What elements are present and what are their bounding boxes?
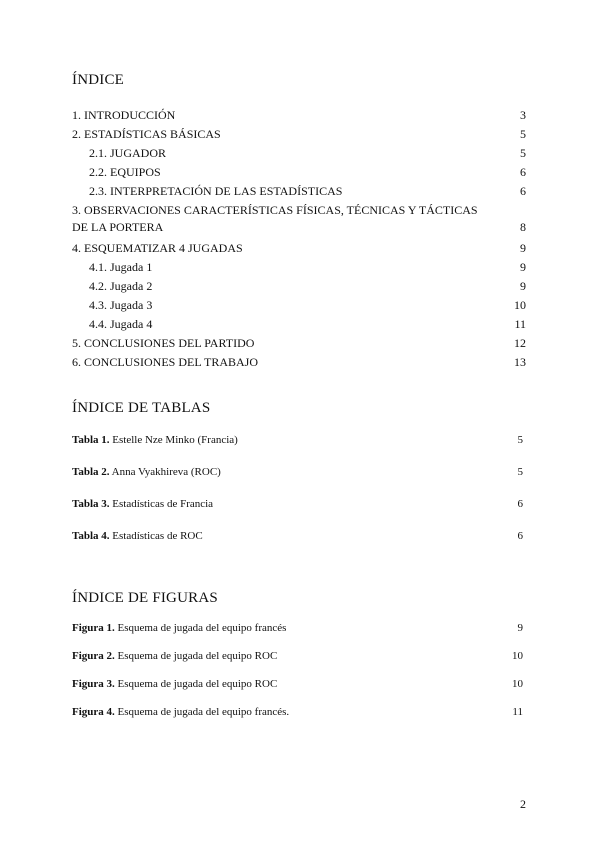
toc-subentry[interactable] xyxy=(72,298,526,312)
toc-entry-text: 3. OBSERVACIONES CARACTERÍSTICAS FÍSICAS, TÉCNICAS Y TÁCTICAS xyxy=(72,203,478,217)
figure-index-entry[interactable] xyxy=(72,650,523,663)
toc-entry-text: 2. ESTADÍSTICAS BÁSICAS xyxy=(72,127,221,141)
toc-entry-text: 6. CONCLUSIONES DEL TRABAJO xyxy=(72,355,259,369)
figure-caption: Esquema de jugada del equipo ROC xyxy=(117,650,278,662)
toc-entry[interactable] xyxy=(72,336,526,350)
table-page: 6 xyxy=(517,530,523,542)
toc-entry-text: 4.3. Jugada 3 xyxy=(89,298,153,312)
toc-entry-page: 11 xyxy=(514,317,526,331)
table-label: Tabla 2. xyxy=(72,466,110,478)
toc-entry-text: 2.1. JUGADOR xyxy=(89,146,167,160)
toc-entry-page: 5 xyxy=(520,127,526,141)
toc-entry-text: 4.4. Jugada 4 xyxy=(89,317,153,331)
figure-page: 11 xyxy=(512,706,523,718)
figure-caption: Esquema de jugada del equipo francés. xyxy=(117,706,290,718)
toc-entry[interactable] xyxy=(72,241,526,255)
toc-entry-text: 1. INTRODUCCIÓN xyxy=(72,108,176,122)
toc-entry-text: 2.3. INTERPRETACIÓN DE LAS ESTADÍSTICAS xyxy=(89,184,343,198)
toc-entry-page: 9 xyxy=(520,279,526,293)
table-page: 5 xyxy=(517,466,523,478)
toc-entry[interactable] xyxy=(72,355,526,369)
toc-entry-page: 10 xyxy=(514,298,526,312)
toc-entry-page: 6 xyxy=(520,165,526,179)
table-index-entry[interactable] xyxy=(72,434,523,447)
toc-entry[interactable] xyxy=(72,127,526,141)
figure-page: 10 xyxy=(512,650,523,662)
toc-subentry[interactable] xyxy=(72,260,526,274)
table-label: Tabla 3. xyxy=(72,498,110,510)
toc-entry-page: 12 xyxy=(514,336,526,350)
toc-entry-text: 4.2. Jugada 2 xyxy=(89,279,153,293)
toc-entry-page: 6 xyxy=(520,184,526,198)
tables-index-heading: ÍNDICE DE TABLAS xyxy=(72,400,211,416)
figure-index-entry[interactable] xyxy=(72,622,523,635)
figure-caption: Esquema de jugada del equipo ROC xyxy=(117,678,278,690)
toc-subentry[interactable] xyxy=(72,184,526,198)
figure-label: Figura 3. xyxy=(72,678,115,690)
toc-entry-page: 13 xyxy=(514,355,526,369)
toc-subentry[interactable] xyxy=(72,146,526,160)
table-caption: Estadísticas de Francia xyxy=(112,498,214,510)
table-label: Tabla 1. xyxy=(72,434,110,446)
page-number: 2 xyxy=(520,797,526,811)
table-page: 5 xyxy=(517,434,523,446)
toc-entry-page: 5 xyxy=(520,146,526,160)
table-caption: Estadísticas de ROC xyxy=(112,530,203,542)
table-index-entry[interactable] xyxy=(72,530,523,543)
toc-subentry[interactable] xyxy=(72,279,526,293)
table-page: 6 xyxy=(517,498,523,510)
toc-entry-page: 9 xyxy=(520,260,526,274)
figure-page: 10 xyxy=(512,678,523,690)
table-label: Tabla 4. xyxy=(72,530,110,542)
toc-entry-text: 5. CONCLUSIONES DEL PARTIDO xyxy=(72,336,255,350)
toc-entry-page: 8 xyxy=(520,220,526,234)
figure-index-entry[interactable] xyxy=(72,706,523,719)
index-heading: ÍNDICE xyxy=(72,72,125,88)
toc-entry[interactable] xyxy=(72,202,526,236)
toc-entry[interactable] xyxy=(72,108,526,122)
figure-label: Figura 4. xyxy=(72,706,115,718)
toc-subentry[interactable] xyxy=(72,317,526,331)
toc-entry-page: 3 xyxy=(520,108,526,122)
toc-entry-text: 2.2. EQUIPOS xyxy=(89,165,161,179)
table-caption: Anna Vyakhireva (ROC) xyxy=(111,466,221,478)
toc-entry-page: 9 xyxy=(520,241,526,255)
figures-index-heading: ÍNDICE DE FIGURAS xyxy=(72,590,218,606)
figure-caption: Esquema de jugada del equipo francés xyxy=(117,622,287,634)
figure-page: 9 xyxy=(517,622,523,634)
toc-entry-text: 4. ESQUEMATIZAR 4 JUGADAS xyxy=(72,241,243,255)
toc-entry-text-continuation: DE LA PORTERA xyxy=(72,220,164,234)
figure-label: Figura 1. xyxy=(72,622,115,634)
toc-subentry[interactable] xyxy=(72,165,526,179)
table-index-entry[interactable] xyxy=(72,466,523,479)
table-index-entry[interactable] xyxy=(72,498,523,511)
figure-label: Figura 2. xyxy=(72,650,115,662)
toc-entry-text: 4.1. Jugada 1 xyxy=(89,260,153,274)
table-caption: Estelle Nze Minko (Francia) xyxy=(112,434,238,446)
figure-index-entry[interactable] xyxy=(72,678,523,691)
